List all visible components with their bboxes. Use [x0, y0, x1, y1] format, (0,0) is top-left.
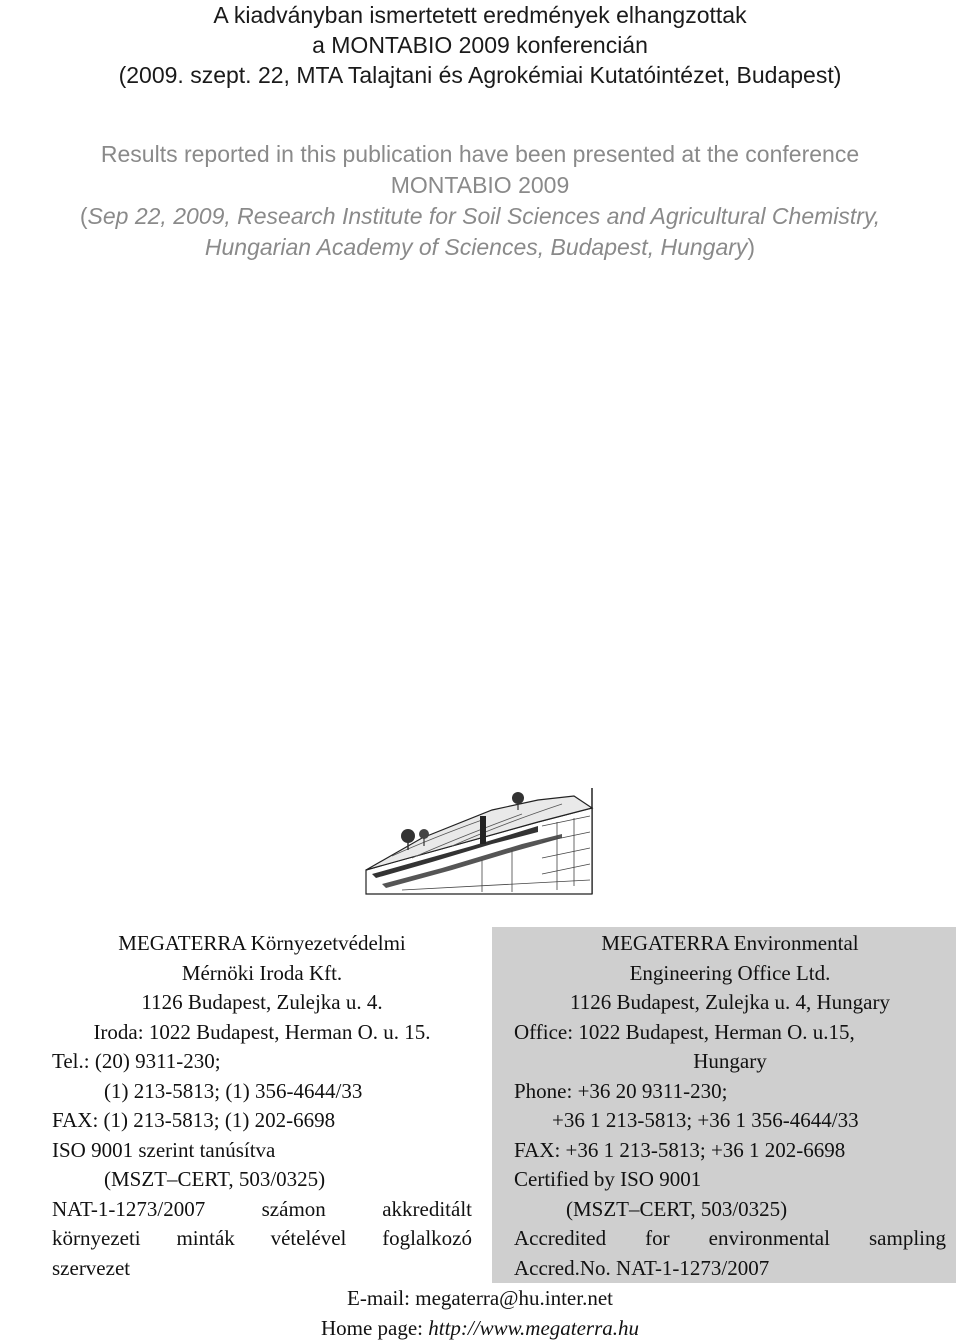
right-line-3: 1126 Budapest, Zulejka u. 4, Hungary: [570, 990, 890, 1014]
right-line-7: +36 1 213-5813; +36 1 356-4644/33: [552, 1108, 859, 1132]
left-line-6: (1) 213-5813; (1) 356-4644/33: [104, 1078, 363, 1103]
hu-line-2: a MONTABIO 2009 konferencián: [312, 32, 648, 58]
left-line-12: szervezet: [52, 1255, 131, 1280]
right-line-10: (MSZT–CERT, 503/0325): [566, 1196, 788, 1221]
megaterra-english-info: [492, 927, 956, 1283]
left-line-3: 1126 Budapest, Zulejka u. 4.: [141, 990, 383, 1014]
left-line-11: környezeti minták vételével foglalkozó: [52, 1226, 472, 1250]
left-line-9: (MSZT–CERT, 503/0325): [104, 1167, 326, 1191]
left-line-10: NAT-1-1273/2007 számon akkreditált: [52, 1196, 472, 1221]
right-line-8: FAX: +36 1 213-5813; +36 1 202-6698: [514, 1137, 846, 1162]
right-line-1: MEGATERRA Environmental: [601, 931, 859, 955]
english-conference-note: [0, 139, 960, 263]
hungarian-conference-note: [0, 0, 960, 90]
left-line-2: Mérnöki Iroda Kft.: [181, 960, 343, 985]
right-line-6: Phone: +36 20 9311-230;: [514, 1078, 728, 1103]
right-line-11: Accredited for environmental sampling: [514, 1226, 946, 1250]
left-line-5: Tel.: (20) 9311-230;: [52, 1049, 221, 1073]
right-line-5: Hungary: [693, 1049, 767, 1073]
hu-line-3: (2009. szept. 22, MTA Talajtani és Agrokémiai Kutatóintézet, Budapest): [118, 62, 842, 88]
en-line-4: Hungarian Academy of Sciences, Budapest, Hungary): [204, 234, 756, 260]
contact-footer: [0, 1284, 960, 1343]
right-line-12: Accred.No. NAT-1-1273/2007: [514, 1255, 770, 1280]
hu-line-1: A kiadványban ismertetett eredmények elhangzottak: [213, 2, 747, 28]
email-line: E-mail: megaterra@hu.inter.net: [347, 1286, 613, 1310]
en-line-3: (Sep 22, 2009, Research Institute for Soil Sciences and Agricultural Chemistry,: [79, 203, 881, 229]
en-line-2: MONTABIO 2009: [390, 172, 570, 198]
right-line-9: Certified by ISO 9001: [514, 1167, 702, 1191]
right-line-4: Office: 1022 Budapest, Herman O. u.15,: [514, 1019, 855, 1044]
homepage-line: Home page: http://www.megaterra.hu: [320, 1315, 640, 1340]
en-line-1: Results reported in this publication have been presented at the conference: [100, 141, 860, 167]
left-line-1: MEGATERRA Környezetvédelmi: [118, 931, 406, 955]
homepage-link[interactable]: http://www.megaterra.hu: [428, 1315, 640, 1340]
left-line-8: ISO 9001 szerint tanúsítva: [52, 1137, 276, 1162]
left-line-7: FAX: (1) 213-5813; (1) 202-6698: [52, 1108, 336, 1132]
left-line-4: Iroda: 1022 Budapest, Herman O. u. 15.: [93, 1019, 431, 1044]
megaterra-hungarian-info: [52, 929, 472, 1283]
right-line-2: Engineering Office Ltd.: [629, 960, 831, 985]
landscape-logo-icon: [362, 786, 594, 896]
